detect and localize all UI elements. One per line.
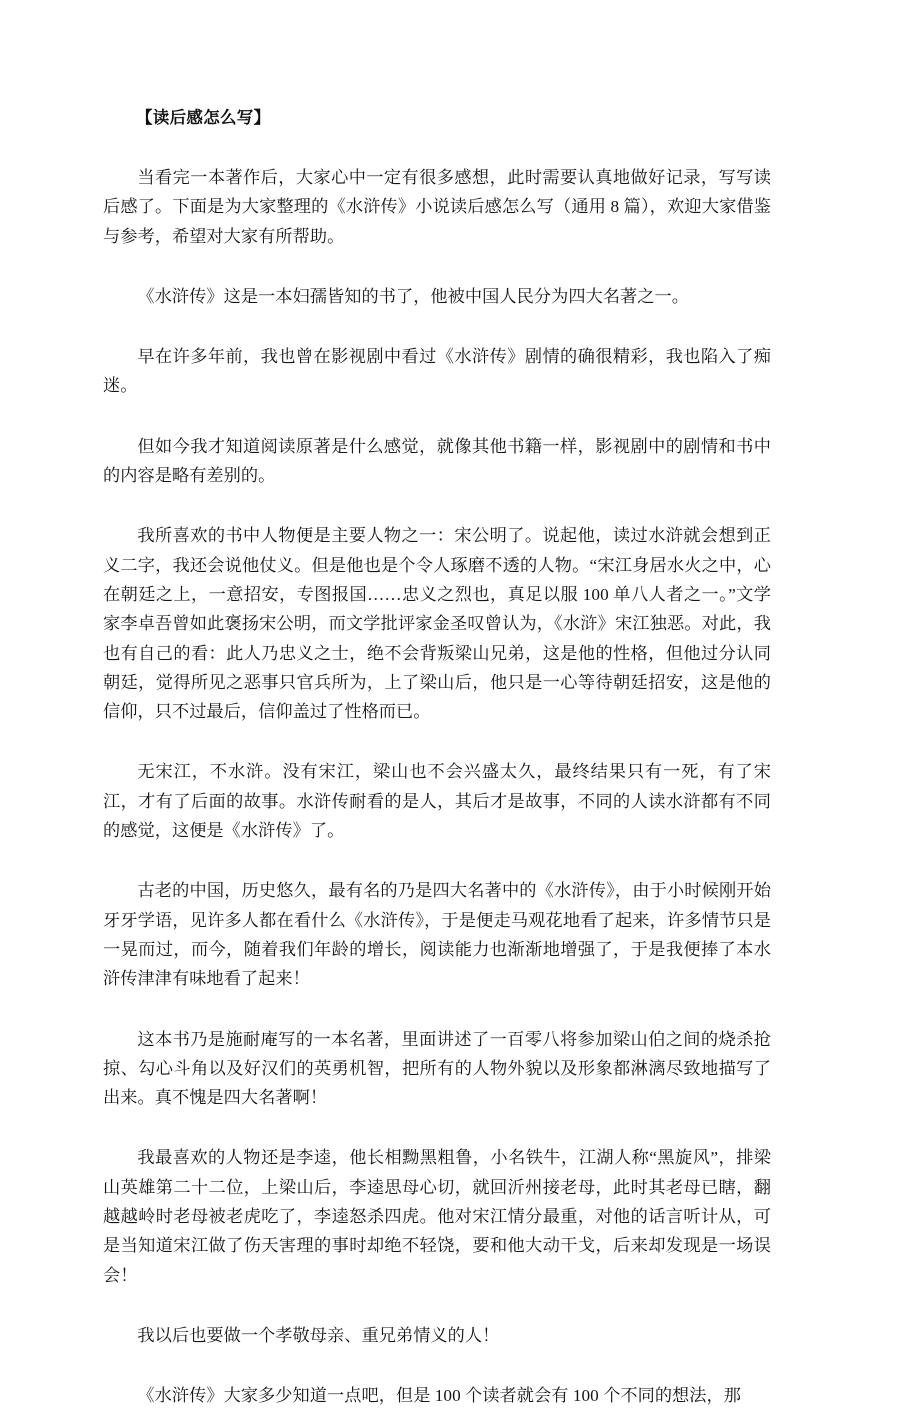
paragraph-7: 古老的中国，历史悠久，最有名的乃是四大名著中的《水浒传》，由于小时候刚开始牙牙学语，见许多人都在看什么《水浒传》，于是便走马观花地看了起来，许多情节只是一晃而过，而今，随着我们年龄的增长，阅读能力也渐渐地增强了，于是我便捧了本水浒传津津有味地看了起来！ (103, 881, 771, 989)
paragraph-3: 早在许多年前，我也曾在影视剧中看过《水浒传》剧情的确很精彩，我也陷入了痴迷。 (103, 347, 771, 396)
paragraph-4: 但如今我才知道阅读原著是什么感觉，就像其他书籍一样，影视剧中的剧情和书中的内容是略有差别的。 (103, 436, 771, 486)
paragraph-11: 《水浒传》大家多少知道一点吧，但是 100 个读者就会有 100 个不同的想法，那 (137, 1386, 742, 1406)
paragraph-10: 我以后也要做一个孝敬母亲、重兄弟情义的人！ (137, 1325, 500, 1345)
paragraph-6: 无宋江，不水浒。没有宋江，梁山也不会兴盛太久，最终结果只有一死，有了宋江，才有了后面的故事。水浒传耐看的是人，其后才是故事，不同的人读水浒都有不同的感觉，这便是《水浒传》了。 (103, 762, 771, 841)
paragraph-1: 当看完一本著作后，大家心中一定有很多感想，此时需要认真地做好记录，写写读后感了。下面是为大家整理的《水浒传》小说读后感怎么写（通用 8 篇），欢迎大家借鉴与参考，希望对大家有所帮助。 (103, 168, 771, 246)
document-body (103, 103, 771, 1411)
page-title: 【读后感怎么写】 (136, 108, 271, 127)
paragraph-2: 《水浒传》这是一本妇孺皆知的书了，他被中国人民分为四大名著之一。 (137, 286, 689, 306)
paragraph-9: 我最喜欢的人物还是李逵，他长相黝黑粗鲁，小名铁牛，江湖人称“黑旋风”，排梁山英雄第二十二位，上梁山后，李逵思母心切，就回沂州接老母，此时其老母已瞎，翻越越岭时老母被老虎吃了，李逵怒杀四虎。他对宋江情分最重，对他的话言听计从，可是当知道宋江做了伤天害理的事时却绝不轻饶，要和他大动干戈，后来却发现是一场误会！ (103, 1148, 771, 1285)
paragraph-8: 这本书乃是施耐庵写的一本名著，里面讲述了一百零八将参加梁山伯之间的烧杀抢掠、勾心斗角以及好汉们的英勇机智，把所有的人物外貌以及形象都淋漓尽致地描写了出来。真不愧是四大名著啊！ (103, 1029, 771, 1108)
paragraph-5: 我所喜欢的书中人物便是主要人物之一：宋公明了。说起他，读过水浒就会想到正义二字，我还会说他仗义。但是他也是个令人琢磨不透的人物。“宋江身居水火之中，心在朝廷之上，一意招安，专图报国……忠义之烈也，真足以服 100 单八人者之一。”文学家李卓吾曾如此褒扬宋公明，而文学批评家金圣叹曾认为，《水浒》宋江独恶。对此，我也有自己的看：此人乃忠义之士，绝不会背叛梁山兄弟，这是他的性格，但他过分认同朝廷，觉得所见之恶事只官兵所为，上了梁山后，他只是一心等待朝廷招安，这是他的信仰，只不过最后，信仰盖过了性格而已。 (103, 526, 771, 722)
